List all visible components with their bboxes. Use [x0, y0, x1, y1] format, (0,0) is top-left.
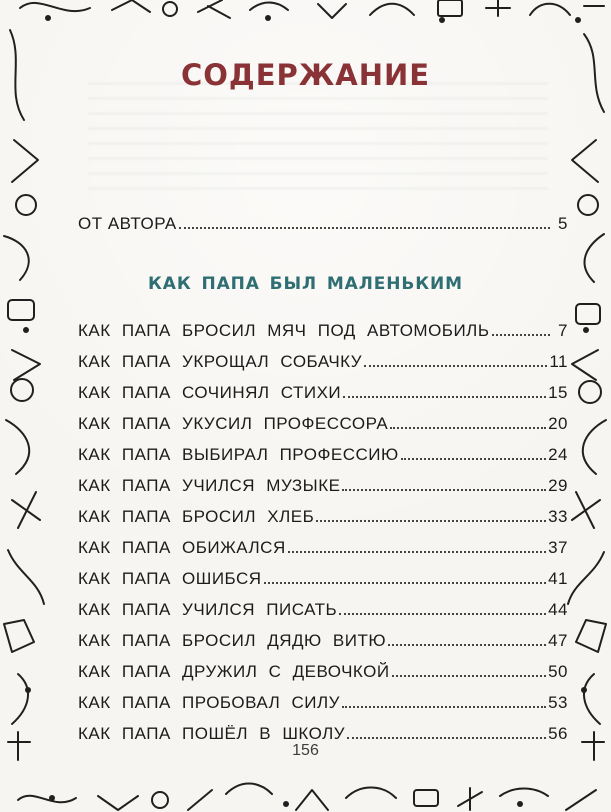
toc-item-title: КАК ПАПА ВЫБИРАЛ ПРОФЕССИЮ [78, 445, 399, 464]
toc-item-dot-leader [492, 334, 551, 336]
toc-item-dot-leader [388, 644, 546, 646]
toc-item-dot-leader [288, 551, 546, 553]
toc-item-title: КАК ПАПА БРОСИЛ ХЛЕБ [78, 507, 315, 526]
toc-item [78, 558, 568, 589]
toc-item [78, 496, 568, 527]
toc-item-page: 41 [548, 569, 568, 588]
toc-item [78, 713, 568, 744]
toc-item-page: 33 [548, 507, 568, 526]
toc-item [78, 682, 568, 713]
toc-item [78, 341, 568, 372]
toc-item-dot-leader [342, 489, 546, 491]
toc-item-dot-leader [401, 458, 546, 460]
page-title: СОДЕРЖАНИЕ [180, 58, 431, 92]
toc-item-title: КАК ПАПА ОШИБСЯ [78, 569, 262, 588]
toc-item-page: 50 [548, 662, 568, 681]
toc-item [78, 372, 568, 403]
toc-item-title: КАК ПАПА УКРОЩАЛ СОБАЧКУ [78, 352, 363, 371]
author-entry-title: ОТ АВТОРА [78, 214, 177, 233]
toc-item-page: 15 [548, 383, 568, 402]
toc-item-dot-leader [392, 675, 547, 677]
toc-item-page: 20 [548, 414, 568, 433]
toc-item-dot-leader [342, 706, 546, 708]
toc-item-page: 53 [548, 693, 568, 712]
toc-item-page: 24 [548, 445, 568, 464]
toc-item-title: КАК ПАПА ОБИЖАЛСЯ [78, 538, 286, 557]
top-border-doodles-icon [20, 0, 604, 18]
bottom-border-doodles-icon [18, 784, 596, 811]
toc-item [78, 310, 568, 341]
toc-item-dot-leader [343, 396, 546, 398]
toc-item-dot-leader [347, 737, 546, 739]
toc-item [78, 527, 568, 558]
toc-item-dot-leader [364, 365, 547, 367]
toc-item-page: 29 [548, 476, 568, 495]
page-number: 156 [292, 742, 319, 759]
toc-item [78, 589, 568, 620]
author-entry [78, 214, 568, 234]
toc-item [78, 403, 568, 434]
toc-item-title: КАК ПАПА ПРОБОВАЛ СИЛУ [78, 693, 340, 712]
toc-item-title: КАК ПАПА ДРУЖИЛ С ДЕВОЧКОЙ [78, 662, 390, 681]
left-border-doodles-icon [4, 30, 44, 760]
toc-item-dot-leader [264, 582, 547, 584]
toc-item-title: КАК ПАПА УЧИЛСЯ МУЗЫКЕ [78, 476, 341, 495]
right-border-doodles-icon [568, 34, 606, 760]
toc-item-title: КАК ПАПА БРОСИЛ МЯЧ ПОД АВТОМОБИЛЬ [78, 321, 490, 340]
author-entry-dot-leader [179, 227, 550, 229]
toc-item-title: КАК ПАПА УКУСИЛ ПРОФЕССОРА [78, 414, 389, 433]
toc-item-dot-leader [390, 427, 546, 429]
toc-item-dot-leader [339, 613, 546, 615]
toc-item [78, 620, 568, 651]
toc-item-page: 56 [548, 724, 568, 743]
toc-item-page: 11 [549, 352, 568, 371]
toc-item-page: 37 [548, 538, 568, 557]
author-entry-page: 5 [558, 214, 568, 233]
toc-item-page: 7 [558, 321, 568, 340]
toc-item-title: КАК ПАПА УЧИЛСЯ ПИСАТЬ [78, 600, 338, 619]
toc-item-title: КАК ПАПА ПОШЁЛ В ШКОЛУ [78, 724, 346, 743]
toc-item [78, 651, 568, 682]
toc-item-page: 44 [548, 600, 568, 619]
toc-item-page: 47 [548, 631, 568, 650]
toc-item [78, 434, 568, 465]
toc-item [78, 465, 568, 496]
table-of-contents-list [78, 310, 568, 744]
section-heading: КАК ПАПА БЫЛ МАЛЕНЬКИМ [148, 274, 463, 294]
toc-item-dot-leader [316, 520, 546, 522]
toc-item-title: КАК ПАПА СОЧИНЯЛ СТИХИ [78, 383, 342, 402]
toc-item-title: КАК ПАПА БРОСИЛ ДЯДЮ ВИТЮ [78, 631, 387, 650]
